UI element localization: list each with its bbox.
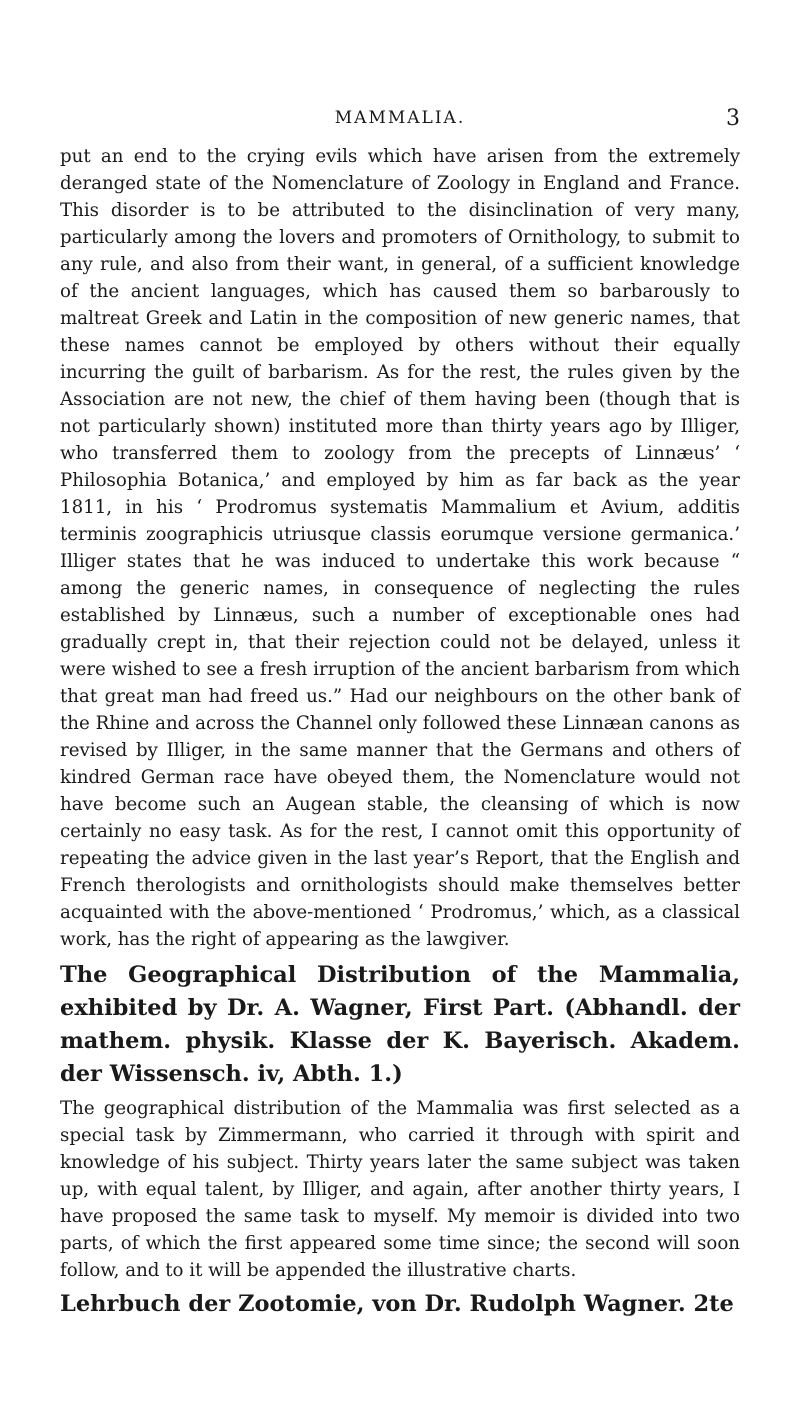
page-header — [60, 108, 740, 134]
page-body — [60, 143, 740, 1325]
page-number: 3 — [726, 106, 740, 131]
section-heading-lehrbuch: Lehrbuch der Zootomie, von Dr. Rudolph Wagner. 2te — [60, 1291, 734, 1317]
section-heading-geographical-distribution: The Geographical Distribution of the Mammalia, exhibited by Dr. A. Wagner, First Part. (Abhandl. der mathem. physik. Klasse der K. Bayerisch. Akadem. der Wissensch. iv, Abth. 1.) — [60, 962, 740, 1087]
body-paragraph-1: put an end to the crying evils which have arisen from the extremely deranged state of the Nomenclature of Zoology in England and France. This disorder is to be attributed to the disinclination of very many, particularly among the lovers and promoters of Ornithology, to submit to any rule, and also from their want, in general, of a sufficient knowledge of the ancient languages, which has caused them so barbarously to maltreat Greek and Latin in the composition of new generic names, that these names cannot be employed by others without their equally incurring the guilt of barbarism. As for the rest, the rules given by the Association are not new, the chief of them having been (though that is not particularly shown) instituted more than thirty years ago by Illiger, who transferred them to zoology from the precepts of Linnæus’ ‘ Philosophia Botanica,’ and employed by him as far back as the year 1811, in his ‘ Prodromus systematis Mammalium et Avium, additis terminis zoographicis utriusque classis eorumque versione germanica.’ Illiger states that he was induced to undertake this work because “ among the generic names, in consequence of neglecting the rules established by Linnæus, such a number of exceptionable ones had gradually crept in, that their rejection could not be delayed, unless it were wished to see a fresh irruption of the ancient barbarism from which that great man had freed us.” Had our neighbours on the other bank of the Rhine and across the Channel only followed these Linnæan canons as revised by Illiger, in the same manner that the Germans and others of kindred German race have obeyed them, the Nomenclature would not have become such an Augean stable, the cleansing of which is now certainly no easy task. As for the rest, I cannot omit this opportunity of repeating the advice given in the last year’s Report, that the English and French therologists and ornithologists should make themselves better acquainted with the above-mentioned ‘ Prodromus,’ which, as a classical work, has the right of appearing as the lawgiver. — [60, 146, 740, 950]
running-head: MAMMALIA. — [334, 108, 466, 128]
body-paragraph-2: The geographical distribution of the Mammalia was first selected as a special task by Zimmermann, who carried it through with spirit and knowledge of his subject. Thirty years later the same subject was taken up, with equal talent, by Illiger, and again, after another thirty years, I have proposed the same task to myself. My memoir is divided into two parts, of which the first appeared some time since; the second will soon follow, and to it will be appended the illustrative charts. — [60, 1098, 740, 1281]
